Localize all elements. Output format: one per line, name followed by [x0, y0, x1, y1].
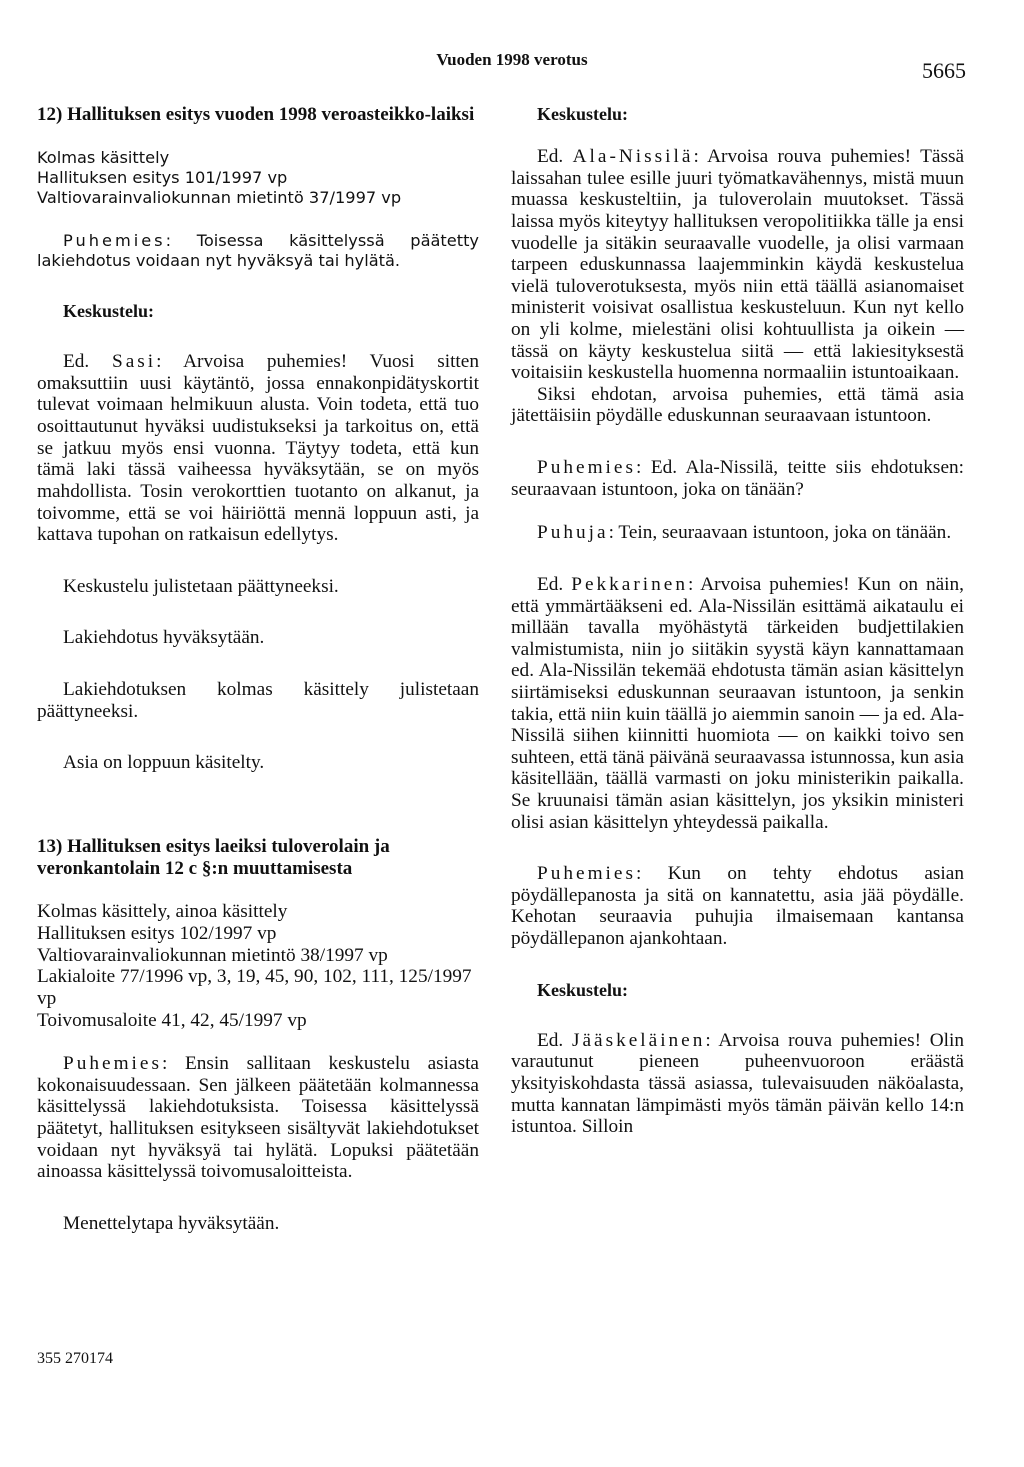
jaaskelainen-speech: Ed. Jääskeläinen: Arvoisa rouva puhemies! Olin varautunut pieneen puheenvuoroon eräästä yksityiskohdasta tässä asiassa, tulevaisuuden näköalasta, mutta kannatan lämpimästi myös tämän päivän kello 14:n istuntoa. Silloin [511, 1029, 964, 1138]
item-13-doc-1: Hallituksen esitys 102/1997 vp [37, 923, 277, 945]
speaker-reply: Puhuja: Tein, seuraavaan istuntoon, joka on tänään. [537, 522, 952, 544]
speaker-name: Puhemies [537, 457, 636, 479]
item-12-stage: Kolmas käsittely [37, 147, 170, 167]
left-column [37, 104, 479, 1234]
speaker-name: Ala-Nissilä [572, 146, 694, 168]
item-12-chair-statement: Puhemies: Toisessa käsittelyssä päätetty lakiehdotus voidaan nyt hyväksyä tai hylätä. [37, 230, 479, 270]
bill-approved: Lakiehdotus hyväksytään. [63, 627, 265, 649]
chair-question: Puhemies: Ed. Ala-Nissilä, teitte siis ehdotuksen: seuraavaan istuntoon, joka on tänään? [511, 457, 964, 500]
discussion-label: Keskustelu: [537, 979, 629, 1000]
discussion-label: Keskustelu: [63, 301, 155, 322]
procedure-approved: Menettelytapa hyväksytään. [63, 1212, 280, 1234]
speaker-name: Puhemies [537, 863, 636, 885]
chair-tabling-statement: Puhemies: Kun on tehty ehdotus asian pöydällepanosta ja sitä on kannatettu, asia jää pöydälle. Kehotan seuraavia puhujia ilmaisemaan kantansa pöydällepanon ajankohtaan. [511, 863, 964, 950]
ala-nissila-speech: Ed. Ala-Nissilä: Arvoisa rouva puhemies! Tässä laissahan tulee esille juuri työmatkavähennys, mistä muun muassa keskusteltiin, ja tuloverolain muutokset. Tässä laissa myös kiteytyy hallituksen veropolitiikka tälle ja ensi vuodelle ja sitäkin seuraavalle vuodelle, ja olisi varmaan tarpeen eduskunnassa laajemminkin käydä keskustelua vielä tuloverotuksesta, myös niin että täällä asianomaiset ministerit voisivat osallistua keskusteluun. Kun nyt kello on yli kolme, mielestäni olisi kohtuullista ja oikein — tässä on käyty keskustelua siitä — että lakiesityksestä voitaisiin keskustella huomenna normaaliin istuntoaikaan. [511, 146, 965, 384]
item-13-doc-4: Toivomusaloite 41, 42, 45/1997 vp [37, 1009, 307, 1031]
speaker-name: Sasi [111, 351, 157, 373]
ala-nissila-proposal: Siksi ehdotan, arvoisa puhemies, että tämä asia jätettäisiin pöydälle eduskunnan seuraavaan istuntoon. [511, 383, 964, 427]
pekkarinen-speech: Ed. Pekkarinen: Arvoisa puhemies! Kun on näin, että ymmärtääkseni ed. Ala-Nissilän esittämä aikataulu ei millään tavalla myöhästytä tärkeiden budjettilakien valmistumista, niin jo siitäkin syystä käyn kannattamaan ed. Ala-Nissilän tekemää ehdotusta tämän asian käsittelyn siirtämiseksi eduskunnan seuraavan istuntoon, ja senkin takia, että niin kuin täällä jo aiemmin sanoin — ja ed. Ala-Nissilä siihen kiinnitti huomiota — on kaikki toivo sen suhteen, että tänä päivänä seuraavassa istunnossa, kun asia käsitellään, täällä varmasti on joku ministerikin paikalla. Se kruunaisi tämän asian käsittelyn, jos yksikin ministeri olisi asian käsittelyn yhteydessä paikalla. [511, 573, 964, 833]
item-12-doc-2: Valtiovarainvaliokunnan mietintö 37/1997 vp [37, 188, 402, 208]
item-12-doc-1: Hallituksen esitys 101/1997 vp [37, 168, 288, 188]
item-13-heading: 13) Hallituksen esitys laeiksi tuloverolain ja veronkantolain 12 c §:n muuttamisesta [37, 835, 390, 879]
item-13-doc-2: Valtiovarainvaliokunnan mietintö 38/1997 vp [37, 944, 388, 966]
speaker-name: Puhemies [63, 1053, 162, 1075]
speaker-name: Puhuja [537, 522, 609, 544]
item-13-stage: Kolmas käsittely, ainoa käsittely [37, 901, 288, 923]
page-number: 5665 [922, 58, 966, 83]
third-reading-closed: Lakiehdotuksen kolmas käsittely julistetaan päättyneeksi. [37, 678, 479, 722]
right-column [511, 104, 964, 1138]
print-code: 355 270174 [37, 1350, 113, 1367]
item-13-doc-3: Lakialoite 77/1996 vp, 3, 19, 45, 90, 102, 111, 125/1997 vp [37, 966, 472, 1009]
item-13-chair-statement: Puhemies: Ensin sallitaan keskustelu asiasta kokonaisuudessaan. Sen jälkeen päätetään kolmannessa käsittelyssä lakiehdotuksista. Toisessa käsittelyssä päätetyt, hallituksen esitykseen sisältyvät lakiehdotukset voidaan nyt hyväksyä tai hylätä. Lopuksi päätetään ainoassa käsittelyssä toivomusaloitteista. [37, 1053, 479, 1183]
matter-concluded: Asia on loppuun käsitelty. [63, 752, 265, 774]
discussion-label: Keskustelu: [537, 104, 629, 124]
sasi-speech: Ed. Sasi: Arvoisa puhemies! Vuosi sitten omaksuttiin uusi käytäntö, jossa ennakonpidätyskortit tulevat voimaan helmikuun alusta. Voin todeta, että tuo osoittautunut hyväksi uudistukseksi ja tarkoitus on, että se jatkuu myös ensi vuonna. Täytyy todeta, että kun tämä laki tässä vaiheessa hyväksytään, se on myös mahdollista. Tosin verokorttien tuotanto on alkanut, ja toivomme, että se voi häiriöttä mennä loppuun asti, ja kattava tupohan on ratkaisun edellytys. [37, 351, 479, 546]
speaker-name: Puhemies [63, 230, 166, 250]
discussion-closed: Keskustelu julistetaan päättyneeksi. [63, 575, 339, 597]
speaker-name: Jääskeläinen [571, 1029, 706, 1051]
running-title: Vuoden 1998 verotus [436, 50, 588, 69]
item-12-heading: 12) Hallituksen esitys vuoden 1998 veroasteikko-laiksi [37, 104, 475, 125]
speaker-name: Pekkarinen [571, 573, 688, 595]
